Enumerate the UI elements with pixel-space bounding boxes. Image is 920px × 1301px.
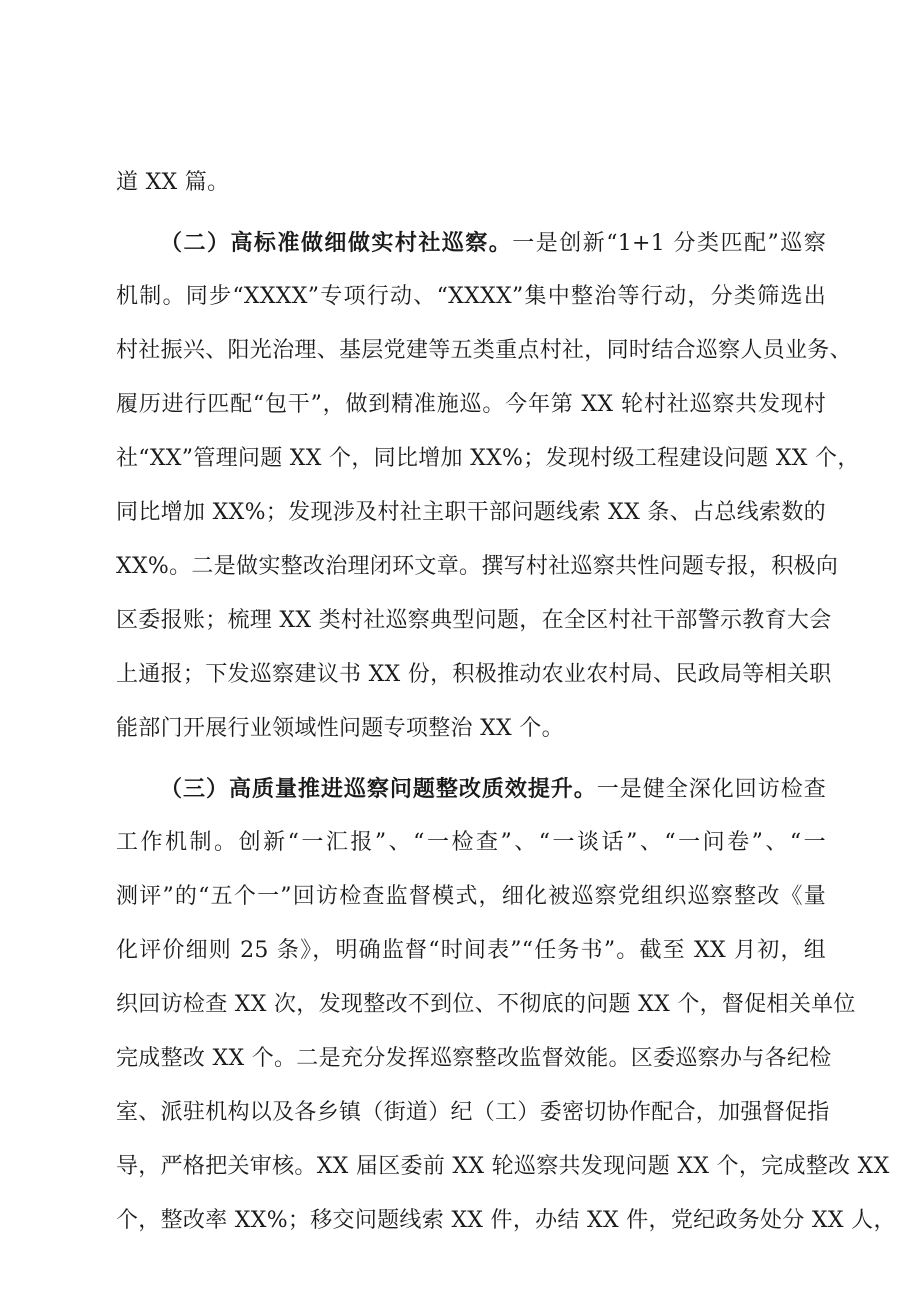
section3-line-8: 个，整改率 XX%；移交问题线索 XX 件，办结 XX 件，党纪政务处分 XX 人，	[116, 1208, 896, 1233]
section3-line-4: 织回访检查 XX 次，发现整改不到位、不彻底的问题 XX 个，督促相关单位	[116, 992, 856, 1017]
section2-line-0: 一是创新“1+1 分类匹配”巡察	[512, 231, 826, 256]
section2-line-2: 村社振兴、阳光治理、基层党建等五类重点村社，同时结合巡察人员业务、	[116, 338, 852, 363]
section3-line-2: 测评”的“五个一”回访检查监督模式，细化被巡察党组织巡察整改《量	[116, 884, 826, 909]
section3-line-5: 完成整改 XX 个。二是充分发挥巡察整改监督效能。区委巡察办与各纪检	[116, 1046, 832, 1071]
section2-line-3: 履历进行匹配“包干”，做到精准施巡。今年第 XX 轮村社巡察共发现村	[116, 392, 826, 417]
section3-line-1: 工作机制。创新“一汇报”、“一检查”、“一谈话”、“一问卷”、“一	[116, 830, 826, 855]
section3-line-0: 一是健全深化回访检查	[596, 777, 826, 802]
carry-over-text: 道 XX 篇。	[116, 170, 230, 195]
section2-heading: （二）高标准做细做实村社巡察。	[160, 230, 513, 256]
section3-line-7: 导，严格把关审核。XX 届区委前 XX 轮巡察共发现问题 XX 个，完成整改 XX	[116, 1154, 890, 1179]
section3-line-3: 化评价细则 25 条》，明确监督“时间表”“任务书”。截至 XX 月初，组	[116, 938, 826, 963]
section3-heading: （三）高质量推进巡察问题整改质效提升。	[160, 776, 597, 802]
section2-line-9: 能部门开展行业领域性问题专项整治 XX 个。	[116, 716, 564, 741]
section2-line-7: 区委报账；梳理 XX 类村社巡察典型问题，在全区村社干部警示教育大会	[116, 608, 832, 633]
carry-over-line	[116, 163, 826, 203]
section3-first-line	[160, 769, 826, 809]
section2-line-1: 机制。同步“XXXX”专项行动、“XXXX”集中整治等行动，分类筛选出	[116, 284, 826, 309]
section2-line-4: 社“XX”管理问题 XX 个，同比增加 XX%；发现村级工程建设问题 XX 个，	[116, 446, 860, 471]
section2-line-5: 同比增加 XX%；发现涉及村社主职干部问题线索 XX 条、占总线索数的	[116, 500, 826, 525]
section2-first-line	[160, 223, 826, 263]
section3-line-6: 室、派驻机构以及各乡镇（街道）纪（工）委密切协作配合，加强督促指	[116, 1100, 830, 1125]
section2-line-8: 上通报；下发巡察建议书 XX 份，积极推动农业农村局、民政局等相关职	[116, 662, 832, 687]
section2-line-6: XX%。二是做实整改治理闭环文章。撰写村社巡察共性问题专报，积极向	[116, 554, 839, 579]
